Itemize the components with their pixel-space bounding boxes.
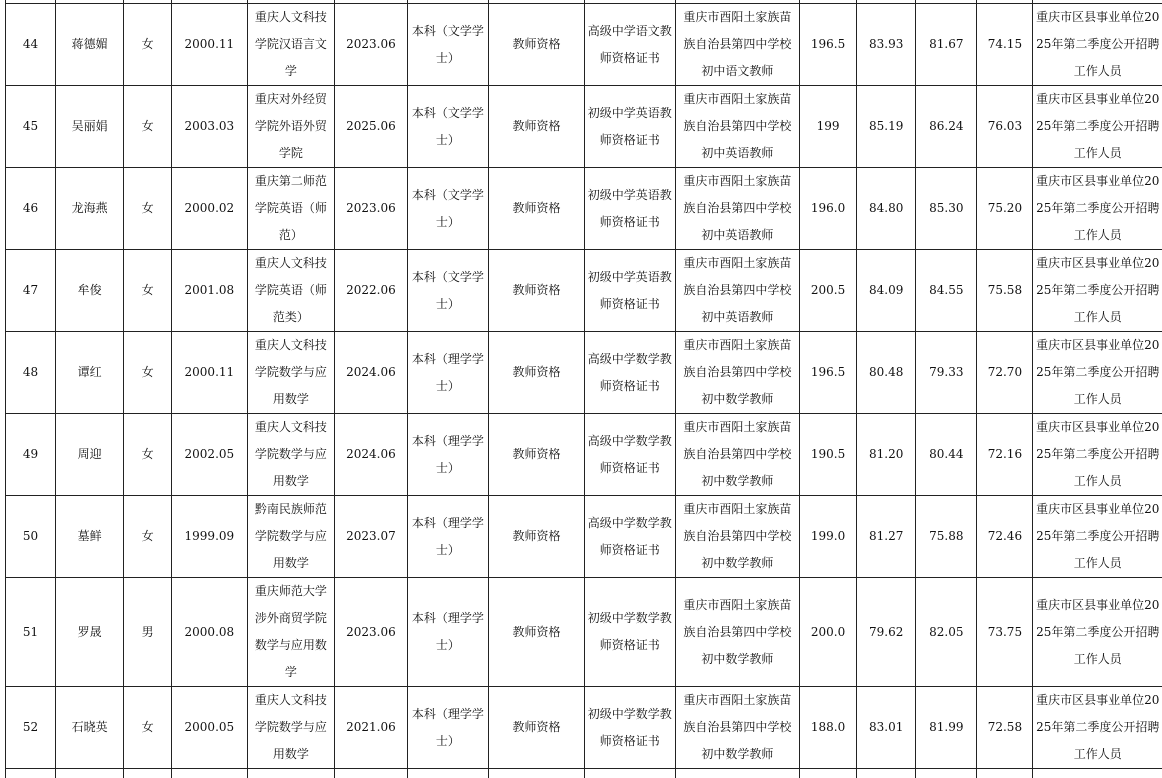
- recruitment-note-cell: 重庆市区县事业单位2025年第二季度公开招聘工作人员: [1033, 168, 1162, 250]
- degree-cell: 本科（理学学士）: [407, 414, 489, 496]
- name-cell: 牟俊: [55, 250, 123, 332]
- degree-cell: 本科（文学学士）: [407, 168, 489, 250]
- certificate-cell: 初级中学数学教师资格证书: [584, 578, 675, 687]
- cut-footer-cell: [800, 769, 857, 778]
- graduation-date-cell: 2024.06: [335, 414, 407, 496]
- birth-date-cell: 1999.09: [172, 496, 247, 578]
- school-major-cell: 重庆人文科技学院数学与应用数学: [247, 414, 335, 496]
- birth-date-cell: 2001.08: [172, 250, 247, 332]
- written-score-cell: 199.0: [800, 496, 857, 578]
- graduation-date-cell: 2023.07: [335, 496, 407, 578]
- graduation-date-cell: 2024.06: [335, 332, 407, 414]
- total-score-cell: 75.20: [977, 168, 1033, 250]
- school-major-cell: 重庆第二师范学院英语（师范）: [247, 168, 335, 250]
- cut-footer-cell: [675, 769, 799, 778]
- written-score-cell: 200.0: [800, 578, 857, 687]
- certificate-cell: 初级中学英语教师资格证书: [584, 168, 675, 250]
- qualification-type-cell: 教师资格: [489, 332, 585, 414]
- school-major-cell: 重庆师范大学涉外商贸学院数学与应用数学: [247, 578, 335, 687]
- score-cell: 81.20: [857, 414, 916, 496]
- certificate-cell: 初级中学英语教师资格证书: [584, 250, 675, 332]
- school-major-cell: 重庆人文科技学院数学与应用数学: [247, 687, 335, 769]
- table-row: [6, 4, 1162, 86]
- score-cell: 83.01: [857, 687, 916, 769]
- table-row: [6, 414, 1162, 496]
- position-cell: 重庆市酉阳土家族苗族自治县第四中学校初中数学教师: [675, 496, 799, 578]
- degree-cell: 本科（文学学士）: [407, 4, 489, 86]
- score-cell: 80.48: [857, 332, 916, 414]
- table-row: [6, 86, 1162, 168]
- score-cell: 85.30: [916, 168, 977, 250]
- written-score-cell: 200.5: [800, 250, 857, 332]
- table-row: [6, 250, 1162, 332]
- table-row: [6, 332, 1162, 414]
- birth-date-cell: 2002.05: [172, 414, 247, 496]
- written-score-cell: 199: [800, 86, 857, 168]
- school-major-cell: 重庆人文科技学院数学与应用数学: [247, 332, 335, 414]
- row-number-cell: 46: [6, 168, 56, 250]
- total-score-cell: 72.46: [977, 496, 1033, 578]
- name-cell: 墓鲜: [55, 496, 123, 578]
- table-row: [6, 168, 1162, 250]
- degree-cell: 本科（文学学士）: [407, 250, 489, 332]
- written-score-cell: 196.0: [800, 168, 857, 250]
- table-row: [6, 578, 1162, 687]
- recruitment-note-cell: 重庆市区县事业单位2025年第二季度公开招聘工作人员: [1033, 496, 1162, 578]
- row-number-cell: 45: [6, 86, 56, 168]
- table-row: [6, 496, 1162, 578]
- name-cell: 罗晟: [55, 578, 123, 687]
- cut-footer-cell: [124, 769, 172, 778]
- written-score-cell: 196.5: [800, 332, 857, 414]
- row-number-cell: 51: [6, 578, 56, 687]
- name-cell: 吴丽娟: [55, 86, 123, 168]
- cut-footer-cell: [247, 769, 335, 778]
- name-cell: 石晓英: [55, 687, 123, 769]
- score-cell: 81.99: [916, 687, 977, 769]
- graduation-date-cell: 2023.06: [335, 168, 407, 250]
- total-score-cell: 74.15: [977, 4, 1033, 86]
- school-major-cell: 黔南民族师范学院数学与应用数学: [247, 496, 335, 578]
- birth-date-cell: 2000.05: [172, 687, 247, 769]
- graduation-date-cell: 2025.06: [335, 86, 407, 168]
- certificate-cell: 高级中学数学教师资格证书: [584, 414, 675, 496]
- score-cell: 81.67: [916, 4, 977, 86]
- qualification-type-cell: 教师资格: [489, 414, 585, 496]
- position-cell: 重庆市酉阳土家族苗族自治县第四中学校初中数学教师: [675, 414, 799, 496]
- degree-cell: 本科（理学学士）: [407, 687, 489, 769]
- gender-cell: 女: [124, 414, 172, 496]
- qualification-type-cell: 教师资格: [489, 687, 585, 769]
- qualification-type-cell: 教师资格: [489, 86, 585, 168]
- total-score-cell: 75.58: [977, 250, 1033, 332]
- total-score-cell: 72.16: [977, 414, 1033, 496]
- birth-date-cell: 2000.11: [172, 4, 247, 86]
- name-cell: 蒋德媚: [55, 4, 123, 86]
- position-cell: 重庆市酉阳土家族苗族自治县第四中学校初中语文教师: [675, 4, 799, 86]
- score-cell: 82.05: [916, 578, 977, 687]
- recruitment-note-cell: 重庆市区县事业单位2025年第二季度公开招聘工作人员: [1033, 332, 1162, 414]
- row-number-cell: 48: [6, 332, 56, 414]
- cut-footer-cell: [407, 769, 489, 778]
- school-major-cell: 重庆人文科技学院汉语言文学: [247, 4, 335, 86]
- row-number-cell: 44: [6, 4, 56, 86]
- score-cell: 80.44: [916, 414, 977, 496]
- cut-footer-cell: [172, 769, 247, 778]
- gender-cell: 女: [124, 86, 172, 168]
- gender-cell: 女: [124, 250, 172, 332]
- score-cell: 79.33: [916, 332, 977, 414]
- gender-cell: 女: [124, 4, 172, 86]
- certificate-cell: 高级中学语文教师资格证书: [584, 4, 675, 86]
- position-cell: 重庆市酉阳土家族苗族自治县第四中学校初中数学教师: [675, 578, 799, 687]
- degree-cell: 本科（文学学士）: [407, 86, 489, 168]
- cut-footer-cell: [489, 769, 585, 778]
- cut-footer-cell: [977, 769, 1033, 778]
- qualification-type-cell: 教师资格: [489, 168, 585, 250]
- cut-footer-cell: [55, 769, 123, 778]
- position-cell: 重庆市酉阳土家族苗族自治县第四中学校初中英语教师: [675, 168, 799, 250]
- degree-cell: 本科（理学学士）: [407, 578, 489, 687]
- cut-footer-cell: [1033, 769, 1162, 778]
- score-cell: 81.27: [857, 496, 916, 578]
- recruitment-note-cell: 重庆市区县事业单位2025年第二季度公开招聘工作人员: [1033, 414, 1162, 496]
- school-major-cell: 重庆人文科技学院英语（师范类）: [247, 250, 335, 332]
- graduation-date-cell: 2023.06: [335, 578, 407, 687]
- degree-cell: 本科（理学学士）: [407, 332, 489, 414]
- gender-cell: 女: [124, 496, 172, 578]
- score-cell: 84.09: [857, 250, 916, 332]
- cut-footer-cell: [857, 769, 916, 778]
- qualification-type-cell: 教师资格: [489, 496, 585, 578]
- position-cell: 重庆市酉阳土家族苗族自治县第四中学校初中数学教师: [675, 687, 799, 769]
- graduation-date-cell: 2022.06: [335, 250, 407, 332]
- cut-footer-cell: [584, 769, 675, 778]
- birth-date-cell: 2000.11: [172, 332, 247, 414]
- qualification-type-cell: 教师资格: [489, 250, 585, 332]
- position-cell: 重庆市酉阳土家族苗族自治县第四中学校初中英语教师: [675, 250, 799, 332]
- written-score-cell: 190.5: [800, 414, 857, 496]
- score-cell: 75.88: [916, 496, 977, 578]
- position-cell: 重庆市酉阳土家族苗族自治县第四中学校初中英语教师: [675, 86, 799, 168]
- total-score-cell: 76.03: [977, 86, 1033, 168]
- written-score-cell: 188.0: [800, 687, 857, 769]
- qualification-type-cell: 教师资格: [489, 4, 585, 86]
- position-cell: 重庆市酉阳土家族苗族自治县第四中学校初中数学教师: [675, 332, 799, 414]
- row-number-cell: 47: [6, 250, 56, 332]
- certificate-cell: 高级中学数学教师资格证书: [584, 332, 675, 414]
- degree-cell: 本科（理学学士）: [407, 496, 489, 578]
- score-cell: 84.55: [916, 250, 977, 332]
- cut-footer-row: [6, 769, 1162, 778]
- certificate-cell: 初级中学英语教师资格证书: [584, 86, 675, 168]
- gender-cell: 女: [124, 687, 172, 769]
- recruitment-note-cell: 重庆市区县事业单位2025年第二季度公开招聘工作人员: [1033, 250, 1162, 332]
- recruitment-note-cell: 重庆市区县事业单位2025年第二季度公开招聘工作人员: [1033, 578, 1162, 687]
- qualification-type-cell: 教师资格: [489, 578, 585, 687]
- written-score-cell: 196.5: [800, 4, 857, 86]
- score-cell: 79.62: [857, 578, 916, 687]
- recruitment-note-cell: 重庆市区县事业单位2025年第二季度公开招聘工作人员: [1033, 4, 1162, 86]
- cut-footer-cell: [335, 769, 407, 778]
- table-body: [6, 0, 1162, 778]
- name-cell: 龙海燕: [55, 168, 123, 250]
- birth-date-cell: 2000.02: [172, 168, 247, 250]
- row-number-cell: 52: [6, 687, 56, 769]
- cut-footer-cell: [6, 769, 56, 778]
- row-number-cell: 50: [6, 496, 56, 578]
- total-score-cell: 72.58: [977, 687, 1033, 769]
- school-major-cell: 重庆对外经贸学院外语外贸学院: [247, 86, 335, 168]
- score-cell: 86.24: [916, 86, 977, 168]
- score-cell: 83.93: [857, 4, 916, 86]
- name-cell: 谭红: [55, 332, 123, 414]
- score-cell: 85.19: [857, 86, 916, 168]
- total-score-cell: 72.70: [977, 332, 1033, 414]
- graduation-date-cell: 2021.06: [335, 687, 407, 769]
- gender-cell: 男: [124, 578, 172, 687]
- recruitment-note-cell: 重庆市区县事业单位2025年第二季度公开招聘工作人员: [1033, 687, 1162, 769]
- table-row: [6, 687, 1162, 769]
- recruitment-note-cell: 重庆市区县事业单位2025年第二季度公开招聘工作人员: [1033, 86, 1162, 168]
- candidate-table: [5, 0, 1162, 778]
- gender-cell: 女: [124, 332, 172, 414]
- score-cell: 84.80: [857, 168, 916, 250]
- certificate-cell: 高级中学数学教师资格证书: [584, 496, 675, 578]
- gender-cell: 女: [124, 168, 172, 250]
- cut-footer-cell: [916, 769, 977, 778]
- birth-date-cell: 2003.03: [172, 86, 247, 168]
- total-score-cell: 73.75: [977, 578, 1033, 687]
- name-cell: 周迎: [55, 414, 123, 496]
- certificate-cell: 初级中学数学教师资格证书: [584, 687, 675, 769]
- graduation-date-cell: 2023.06: [335, 4, 407, 86]
- birth-date-cell: 2000.08: [172, 578, 247, 687]
- row-number-cell: 49: [6, 414, 56, 496]
